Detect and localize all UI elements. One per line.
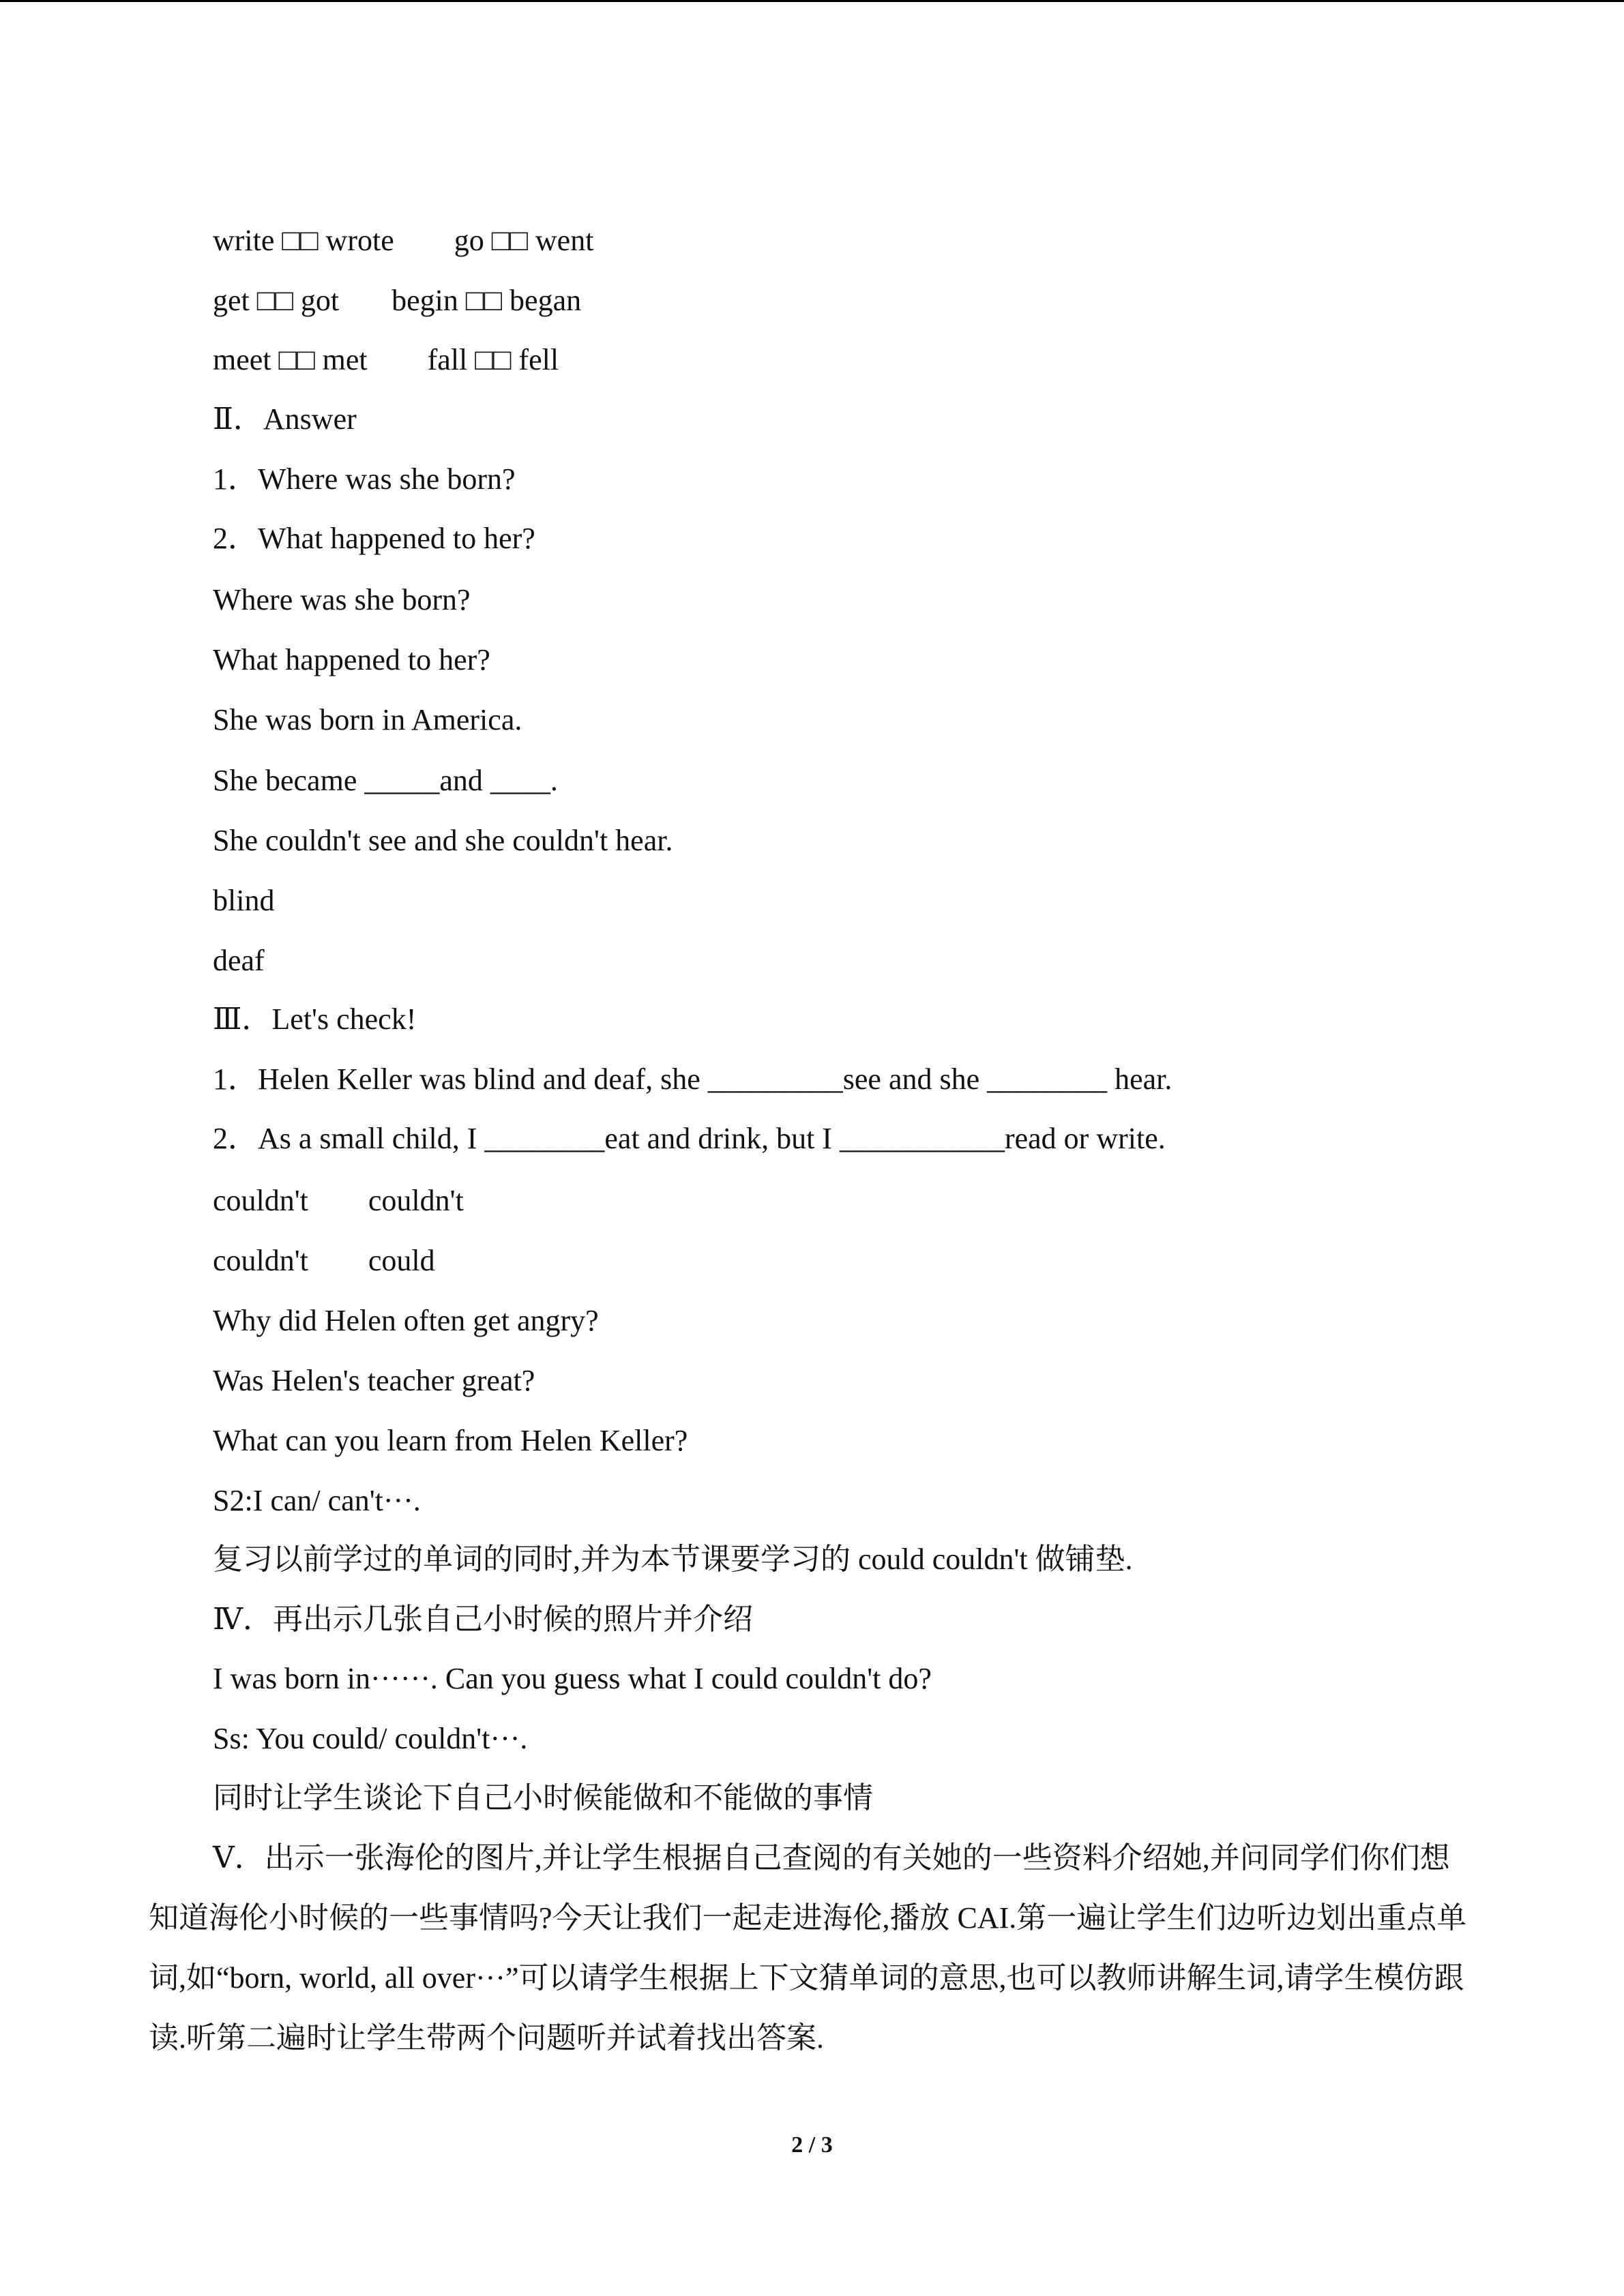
text-line: Ss: You could/ couldn't···. [213,1722,528,1755]
verb-pair-line-3: meet □□ met fall □□ fell [213,343,559,376]
section-heading-check: Ⅲ．Let's check! [213,1002,417,1036]
text-line: Was Helen's teacher great? [213,1364,535,1397]
answer-line-2: couldn't could [213,1244,435,1277]
text-line: I was born in······. Can you guess what I could couldn't do? [213,1662,932,1695]
vocab-word-deaf: deaf [213,944,265,977]
text-line: S2:I can/ can't···. [213,1484,421,1517]
answer-line-1: couldn't couldn't [213,1184,464,1217]
verb-pair-line-1: write □□ wrote go □□ went [213,224,594,257]
text-line: She was born in America. [213,703,522,736]
check-item-2: 2．As a small child, I ________eat and drink, but I ___________read or write. [213,1122,1166,1155]
text-line: What happened to her? [213,643,490,676]
question-2: 2．What happened to her? [213,522,535,555]
section-heading-photos: Ⅳ．再出示几张自己小时候的照片并介绍 [213,1602,753,1636]
verb-pair-line-2: get □□ got begin □□ began [213,284,582,317]
page-number: 2 / 3 [791,2132,833,2158]
text-line: What can you learn from Helen Keller? [213,1424,688,1457]
section-heading-answer: Ⅱ．Answer [213,402,357,436]
section-paragraph-helen: Ⅴ．出示一张海伦的图片,并让学生根据自己查阅的有关她的一些资料介绍她,并问同学们你们想知道海伦小时候的一些事情吗?今天让我们一起走进海伦,播放 CAI.第一遍让学生们边听边划出重点单词,如“born, world, all over···”可以请学生根据上下文猜单词的意思,也可以教师讲解生词,请学生模仿跟读.听第二遍时让学生带两个问题听并试着找出答案. [149,1841,1467,2055]
fill-blank-line: She became _____and ____. [213,764,558,797]
text-line: Why did Helen often get angry? [213,1304,599,1337]
check-item-1: 1．Helen Keller was blind and deaf, she _________see and she ________ hear. [213,1062,1172,1096]
vocab-word-blind: blind [213,884,275,917]
text-line: She couldn't see and she couldn't hear. [213,824,673,857]
question-1: 1．Where was she born? [213,462,516,496]
text-line: Where was she born? [213,583,471,616]
chinese-note-line: 同时让学生谈论下自己小时候能做和不能做的事情 [213,1781,873,1815]
chinese-note-line: 复习以前学过的单词的同时,并为本节课要学习的 could couldn't 做铺垫. [213,1542,1133,1576]
